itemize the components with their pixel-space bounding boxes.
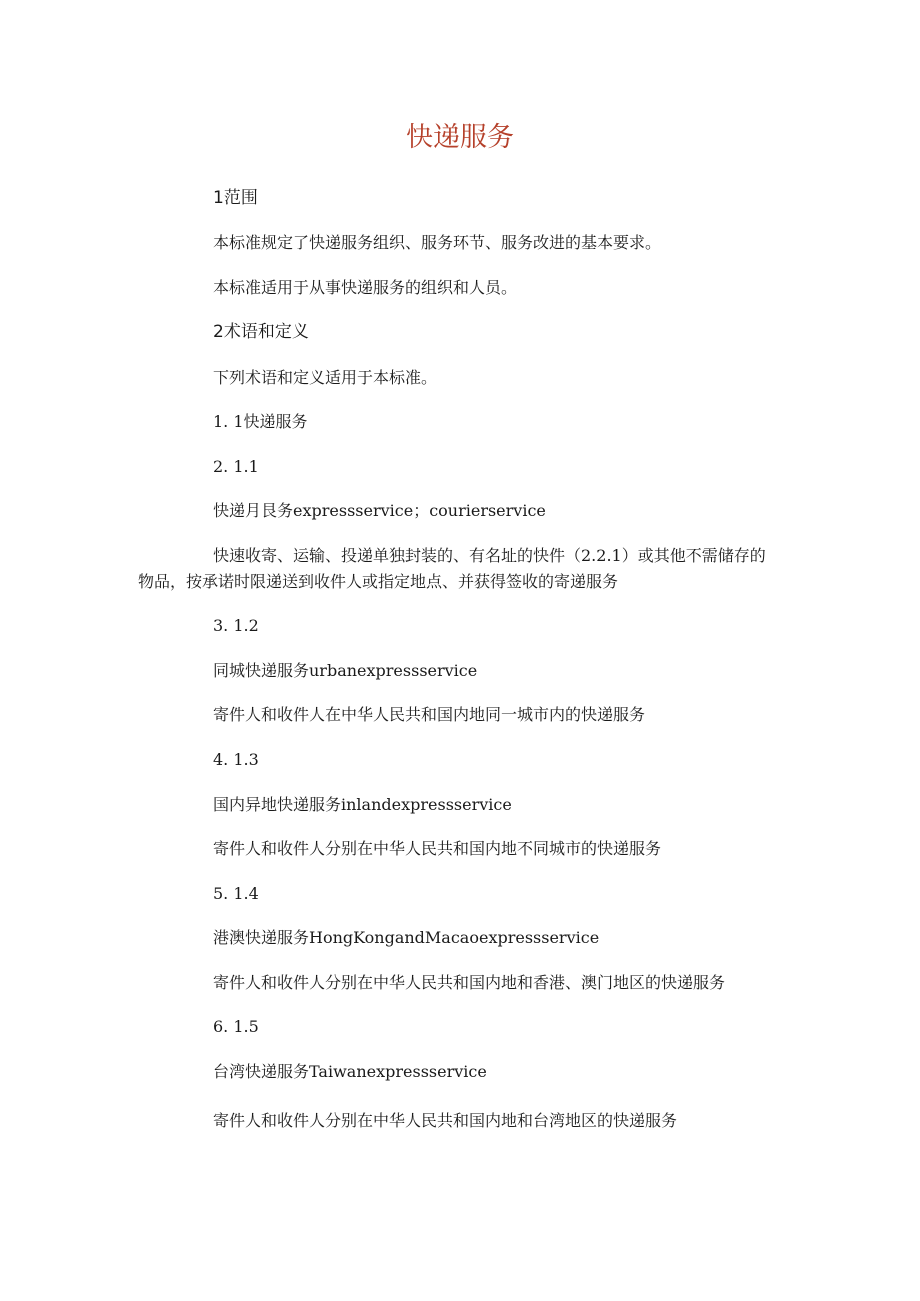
section-2-heading: 2术语和定义 xyxy=(213,322,309,342)
term-taiwan-express: 台湾快递服务Taiwanexpressservice xyxy=(213,1062,487,1081)
term-hk-macao-express: 港澳快递服务HongKongandMacaoexpressservice xyxy=(213,928,600,947)
item-number: 3. 1.2 xyxy=(213,616,259,635)
definition-inland-express: 寄件人和收件人分别在中华人民共和国内地不同城市的快递服务 xyxy=(213,839,662,858)
item-number: 6. 1.5 xyxy=(213,1017,259,1036)
item-number: 2. 1.1 xyxy=(213,457,259,476)
term-urban-express: 同城快递服务urbanexpressservice xyxy=(213,661,478,680)
definition-urban-express: 寄件人和收件人在中华人民共和国内地同一城市内的快递服务 xyxy=(213,705,646,724)
definition-taiwan-express: 寄件人和收件人分别在中华人民共和国内地和台湾地区的快递服务 xyxy=(213,1111,678,1130)
scope-paragraph-2: 本标准适用于从事快递服务的组织和人员。 xyxy=(213,278,518,297)
scope-paragraph-1: 本标准规定了快递服务组织、服务环节、服务改进的基本要求。 xyxy=(213,233,662,252)
term-inland-express: 国内异地快递服务inlandexpressservice xyxy=(213,795,512,814)
terms-intro: 下列术语和定义适用于本标准。 xyxy=(213,368,438,387)
section-1-heading: 1范围 xyxy=(213,188,258,208)
definition-express-service: 快速收寄、运输、投递单独封装的、有名址的快件（2.2.1）或其他不需储存的物品，按承诺时限递送到收件人或指定地点、并获得签收的寄递服务 xyxy=(138,546,766,591)
definition-hk-macao-express: 寄件人和收件人分别在中华人民共和国内地和香港、澳门地区的快递服务 xyxy=(213,973,726,992)
item-number: 4. 1.3 xyxy=(213,750,259,769)
item-number: 5. 1.4 xyxy=(213,884,259,903)
document-title: 快递服务 xyxy=(406,122,514,153)
term-express-service: 快递月艮务expressservice；courierservice xyxy=(213,501,546,520)
item-number: 1. 1快递服务 xyxy=(213,412,308,431)
